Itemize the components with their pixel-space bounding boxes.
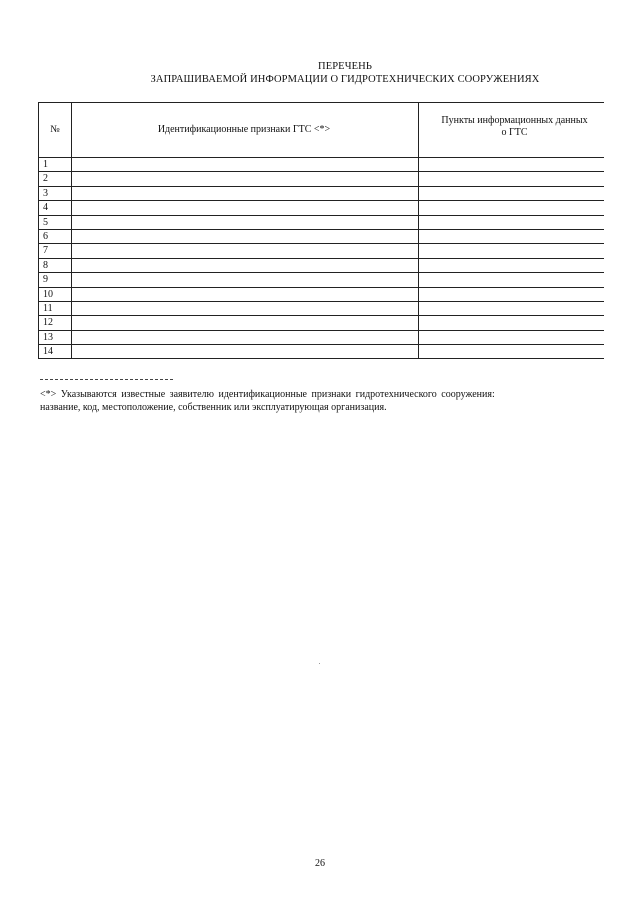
row-ident-cell [71,273,418,286]
row-ident-cell [71,172,418,185]
document-title: ПЕРЕЧЕНЬ [318,61,372,72]
table-row [38,158,604,172]
row-number: 5 [38,216,71,229]
row-number: 7 [38,244,71,257]
row-number: 3 [38,187,71,200]
row-number: 11 [38,302,71,315]
footnote-line-2: название, код, местоположение, собственник или эксплуатирующая организация. [40,402,387,413]
document-subtitle: ЗАПРАШИВАЕМОЙ ИНФОРМАЦИИ О ГИДРОТЕХНИЧЕСКИХ СООРУЖЕНИЯХ [150,74,540,85]
row-points-cell [418,302,604,315]
table-row [38,273,604,287]
row-ident-cell [71,345,418,358]
row-points-cell [418,230,604,243]
row-number: 10 [38,288,71,301]
row-points-cell [418,201,604,214]
row-number: 2 [38,172,71,185]
row-ident-cell [71,244,418,257]
row-number: 8 [38,259,71,272]
row-points-cell [418,244,604,257]
table-row [38,172,604,186]
table-row [38,201,604,215]
row-number: 12 [38,316,71,329]
row-points-cell [418,158,604,171]
table-row [38,288,604,302]
row-ident-cell [71,187,418,200]
table-row [38,187,604,201]
scan-speck [319,663,320,664]
row-ident-cell [71,216,418,229]
header-number: № [38,103,71,157]
page-number: 26 [315,858,325,869]
table-row [38,230,604,244]
row-ident-cell [71,316,418,329]
footnote-divider [40,379,173,380]
row-ident-cell [71,259,418,272]
row-ident-cell [71,302,418,315]
table-row [38,302,604,316]
row-points-cell [418,259,604,272]
row-number: 9 [38,273,71,286]
header-points [418,103,604,157]
row-number: 6 [38,230,71,243]
row-points-cell [418,172,604,185]
row-ident-cell [71,331,418,344]
row-ident-cell [71,230,418,243]
table-row [38,331,604,345]
footnote-line-1: <*> Указываются известные заявителю идентификационные признаки гидротехнического сооружения: [40,389,495,400]
row-number: 4 [38,201,71,214]
header-points-line-1: Пункты информационных данных [441,115,588,126]
footnote [40,388,606,414]
row-points-cell [418,345,604,358]
table-row [38,216,604,230]
row-number: 1 [38,158,71,171]
table-row [38,345,604,358]
table-header-row [38,103,604,158]
row-ident-cell [71,201,418,214]
table-row [38,259,604,273]
row-number: 13 [38,331,71,344]
row-points-cell [418,216,604,229]
table-row [38,244,604,258]
row-number: 14 [38,345,71,358]
row-points-cell [418,288,604,301]
row-points-cell [418,187,604,200]
row-ident-cell [71,288,418,301]
row-points-cell [418,316,604,329]
info-table [38,102,604,359]
row-ident-cell [71,158,418,171]
header-ident: Идентификационные признаки ГТС <*> [71,103,418,157]
table-row [38,316,604,330]
row-points-cell [418,331,604,344]
header-points-line-2: о ГТС [501,127,528,138]
row-points-cell [418,273,604,286]
